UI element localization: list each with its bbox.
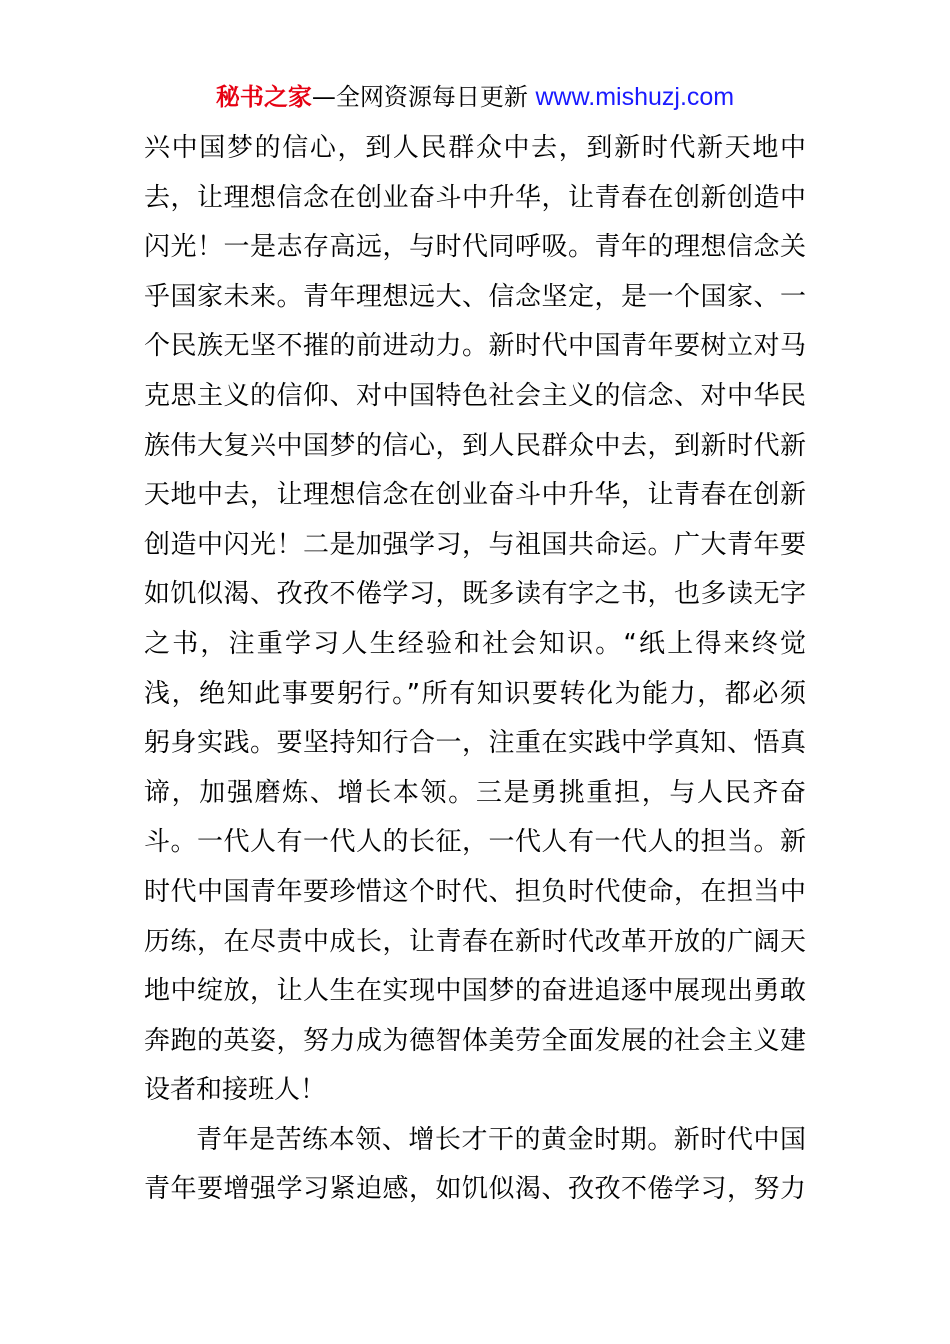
text-line: 奔跑的英姿，努力成为德智体美劳全面发展的社会主义建 xyxy=(144,1025,806,1056)
text-line: 去，让理想信念在创业奋斗中升华，让青春在创新创造中 xyxy=(144,182,806,213)
text-line: 如饥似渴、孜孜不倦学习，既多读有字之书，也多读无字 xyxy=(144,579,806,610)
text-line: 乎国家未来。青年理想远大、信念坚定，是一个国家、一 xyxy=(144,281,806,312)
text-line: 族伟大复兴中国梦的信心，到人民群众中去，到新时代新 xyxy=(144,430,806,461)
text-line: 创造中闪光！二是加强学习，与祖国共命运。广大青年要 xyxy=(144,529,806,560)
document-body xyxy=(144,124,806,1215)
text-line: 青年要增强学习紧迫感，如饥似渴、孜孜不倦学习，努力 xyxy=(144,1174,806,1205)
brand-name: 秘书之家 xyxy=(215,83,312,111)
text-line: 克思主义的信仰、对中国特色社会主义的信念、对中华民 xyxy=(144,380,806,411)
paragraph-start-line: 青年是苦练本领、增长才干的黄金时期。新时代中国 xyxy=(196,1124,806,1155)
text-line: 天地中去，让理想信念在创业奋斗中升华，让青春在创新 xyxy=(144,480,806,511)
text-line: 躬身实践。要坚持知行合一，注重在实践中学真知、悟真 xyxy=(144,728,806,759)
text-line: 个民族无坚不摧的前进动力。新时代中国青年要树立对马 xyxy=(144,331,806,362)
text-line: 斗。一代人有一代人的长征，一代人有一代人的担当。新 xyxy=(144,827,806,858)
text-line: 时代中国青年要珍惜这个时代、担负时代使命，在担当中 xyxy=(144,876,806,907)
text-line: 浅，绝知此事要躬行。”所有知识要转化为能力，都必须 xyxy=(144,678,806,709)
text-line: 闪光！一是志存高远，与时代同呼吸。青年的理想信念关 xyxy=(144,232,806,263)
header-tagline: —全网资源每日更新 xyxy=(311,83,528,111)
text-line: 地中绽放，让人生在实现中国梦的奋进追逐中展现出勇敢 xyxy=(144,976,806,1007)
text-line: 之书，注重学习人生经验和社会知识。“纸上得来终觉 xyxy=(144,628,806,659)
text-line: 历练，在尽责中成长，让青春在新时代改革开放的广阔天 xyxy=(144,926,806,957)
page-header xyxy=(0,80,950,114)
site-url-link[interactable]: www.mishuzj.com xyxy=(535,83,735,111)
text-line: 谛，加强磨炼、增长本领。三是勇挑重担，与人民齐奋 xyxy=(144,777,806,808)
paragraph-end-line: 设者和接班人！ xyxy=(144,1075,327,1106)
text-line: 兴中国梦的信心，到人民群众中去，到新时代新天地中 xyxy=(144,133,806,163)
